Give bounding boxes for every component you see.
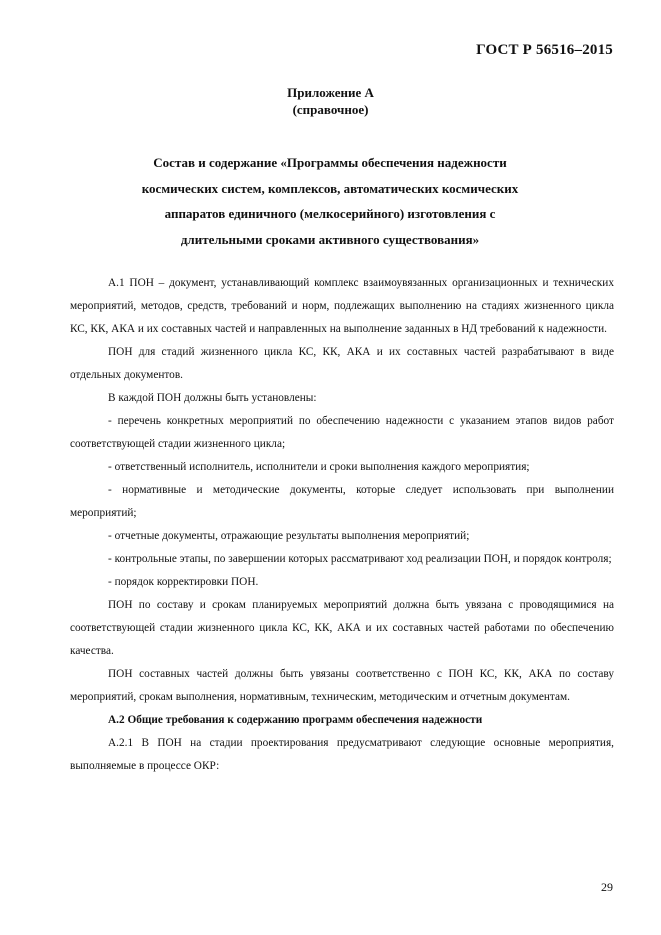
page-number: 29 bbox=[601, 880, 613, 894]
list-item: - перечень конкретных мероприятий по обеспечению надежности с указанием этапов видов работ соответствующей стадии жизненного цикла; bbox=[70, 415, 614, 450]
title-line: космических систем, комплексов, автоматических космических bbox=[141, 180, 519, 196]
appendix-type: (справочное) bbox=[292, 102, 369, 117]
title-line: аппаратов единичного (мелкосерийного) изготовления с bbox=[164, 206, 496, 221]
title-line: длительными сроками активного существования» bbox=[180, 231, 480, 247]
paragraph: ПОН по составу и срокам планируемых мероприятий должна быть увязана с проводящимися на соответствующей стадии жизненного цикла КС, КК, АКА и их составных частей работами по обеспечению качества. bbox=[70, 599, 614, 657]
document-code: ГОСТ Р 56516–2015 bbox=[476, 42, 613, 58]
document-body bbox=[70, 272, 614, 778]
appendix-label: Приложение А bbox=[287, 85, 374, 100]
title-line: Состав и содержание «Программы обеспечения надежности bbox=[153, 155, 507, 170]
list-item: - порядок корректировки ПОН. bbox=[108, 576, 259, 588]
paragraph: ПОН для стадий жизненного цикла КС, КК, АКА и их составных частей разрабатывают в виде отдельных документов. bbox=[70, 346, 614, 381]
paragraph: ПОН составных частей должны быть увязаны соответственно с ПОН КС, КК, АКА по составу мероприятий, срокам выполнения, нормативным, техническим, методическим и отчетным документам. bbox=[70, 668, 614, 703]
list-item: - отчетные документы, отражающие результаты выполнения мероприятий; bbox=[108, 530, 470, 542]
appendix-heading bbox=[0, 84, 661, 118]
paragraph: В каждой ПОН должны быть установлены: bbox=[108, 392, 317, 404]
list-item: - нормативные и методические документы, которые следует использовать при выполнении мероприятий; bbox=[70, 484, 614, 519]
list-item: - контрольные этапы, по завершении которых рассматривают ход реализации ПОН, и порядок контроля; bbox=[108, 553, 612, 565]
paragraph: А.1 ПОН – документ, устанавливающий комплекс взаимоувязанных организационных и технических мероприятий, методов, средств, требований и норм, подлежащих выполнению на стадиях жизненного цикла КС, КК, АКА и их составных частей и направленных на выполнение заданных в НД требований к надежности. bbox=[70, 277, 614, 335]
section-heading: А.2 Общие требования к содержанию программ обеспечения надежности bbox=[108, 714, 483, 726]
appendix-title bbox=[70, 150, 590, 252]
paragraph: А.2.1 В ПОН на стадии проектирования предусматривают следующие основные мероприятия, выполняемые в процессе ОКР: bbox=[70, 737, 614, 772]
list-item: - ответственный исполнитель, исполнители и сроки выполнения каждого мероприятия; bbox=[108, 461, 530, 473]
